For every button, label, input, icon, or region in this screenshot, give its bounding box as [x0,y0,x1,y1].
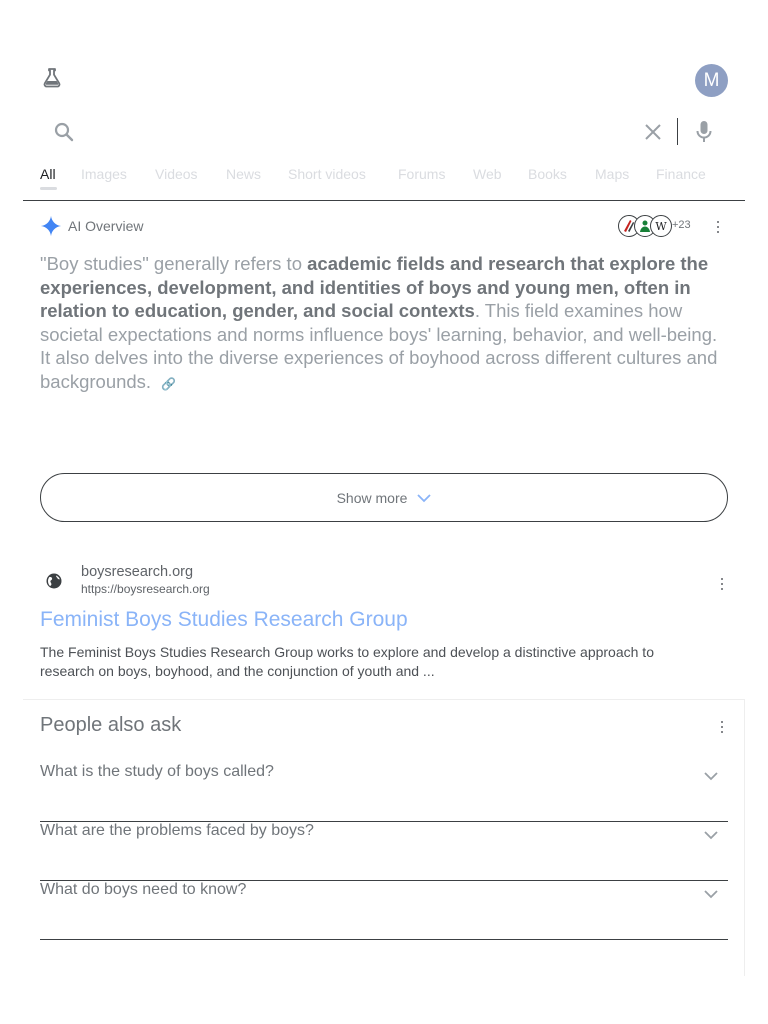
tab-all[interactable]: All [40,166,56,182]
paa-question[interactable] [40,763,728,822]
tab-videos[interactable]: Videos [155,166,198,182]
section-divider [23,699,745,700]
result-site-name[interactable]: boysresearch.org [81,564,194,580]
aio-rest: . This field examines how societal expectations and norms influence boys' learning, behavior, and well-being. It also delves into the diverse experiences of boyhood across different cultures and backgrounds. [40,300,718,392]
paa-question[interactable] [40,881,728,940]
search-input[interactable] [88,116,668,148]
avatar[interactable]: M [695,64,728,97]
more-sources-count: +23 [672,219,691,231]
chevron-down-icon [704,889,718,899]
flask-icon[interactable] [40,66,64,90]
paa-menu-icon[interactable] [714,719,730,735]
tab-books[interactable]: Books [528,166,567,182]
tab-forums[interactable]: Forums [398,166,446,182]
paa-question-text: What do boys need to know? [40,881,247,898]
paa-question[interactable] [40,822,728,881]
active-tab-indicator [40,187,57,190]
tab-images[interactable]: Images [81,166,127,182]
search-tabs [40,162,768,200]
aio-highlight: academic fields and research that explore the experiences, development, and identities of boys and young men, often in relation to education, gender, and social contexts [40,253,709,321]
ai-overview-label: AI Overview [68,218,144,234]
ai-overview-header [40,215,728,239]
people-also-ask-title: People also ask [40,714,182,736]
top-bar [0,0,768,110]
ai-overview-text [40,252,730,396]
paa-question-text: What are the problems faced by boys? [40,822,314,839]
result-snippet: The Feminist Boys Studies Research Group works to explore and develop a distinctive approach to research on boys, boyhood, and the conjunction of youth and ... [40,644,654,679]
tab-finance[interactable]: Finance [656,166,706,182]
tab-news[interactable]: News [226,166,262,182]
wikipedia-icon[interactable]: W [650,215,672,237]
panel-edge [744,700,745,976]
show-more-label: Show more [336,489,408,506]
tab-short-videos[interactable]: Short videos [288,166,366,182]
search-divider [677,118,678,145]
result-menu-icon[interactable] [714,576,730,592]
paa-question-text: What is the study of boys called? [40,763,274,780]
aio-intro: "Boy studies" generally refers to [40,253,308,274]
result-url[interactable]: https://boysresearch.org [81,582,210,596]
mic-icon[interactable] [692,119,716,145]
search-icon[interactable] [52,120,76,144]
show-more-button[interactable] [40,473,728,522]
link-icon[interactable]: 🔗 [161,376,177,391]
globe-icon [45,572,63,590]
search-bar [40,110,728,154]
chevron-down-icon [704,830,718,840]
chevron-down-icon [417,493,431,503]
tab-maps[interactable]: Maps [595,166,630,182]
result-title-link[interactable]: Feminist Boys Studies Research Group [40,608,408,631]
tab-web[interactable]: Web [473,166,502,182]
tabs-divider [23,200,745,201]
close-icon[interactable] [641,120,665,144]
chevron-down-icon [704,771,718,781]
sparkle-icon [40,215,62,237]
ai-overview-menu-icon[interactable] [710,219,726,235]
source-icons[interactable] [618,215,672,237]
